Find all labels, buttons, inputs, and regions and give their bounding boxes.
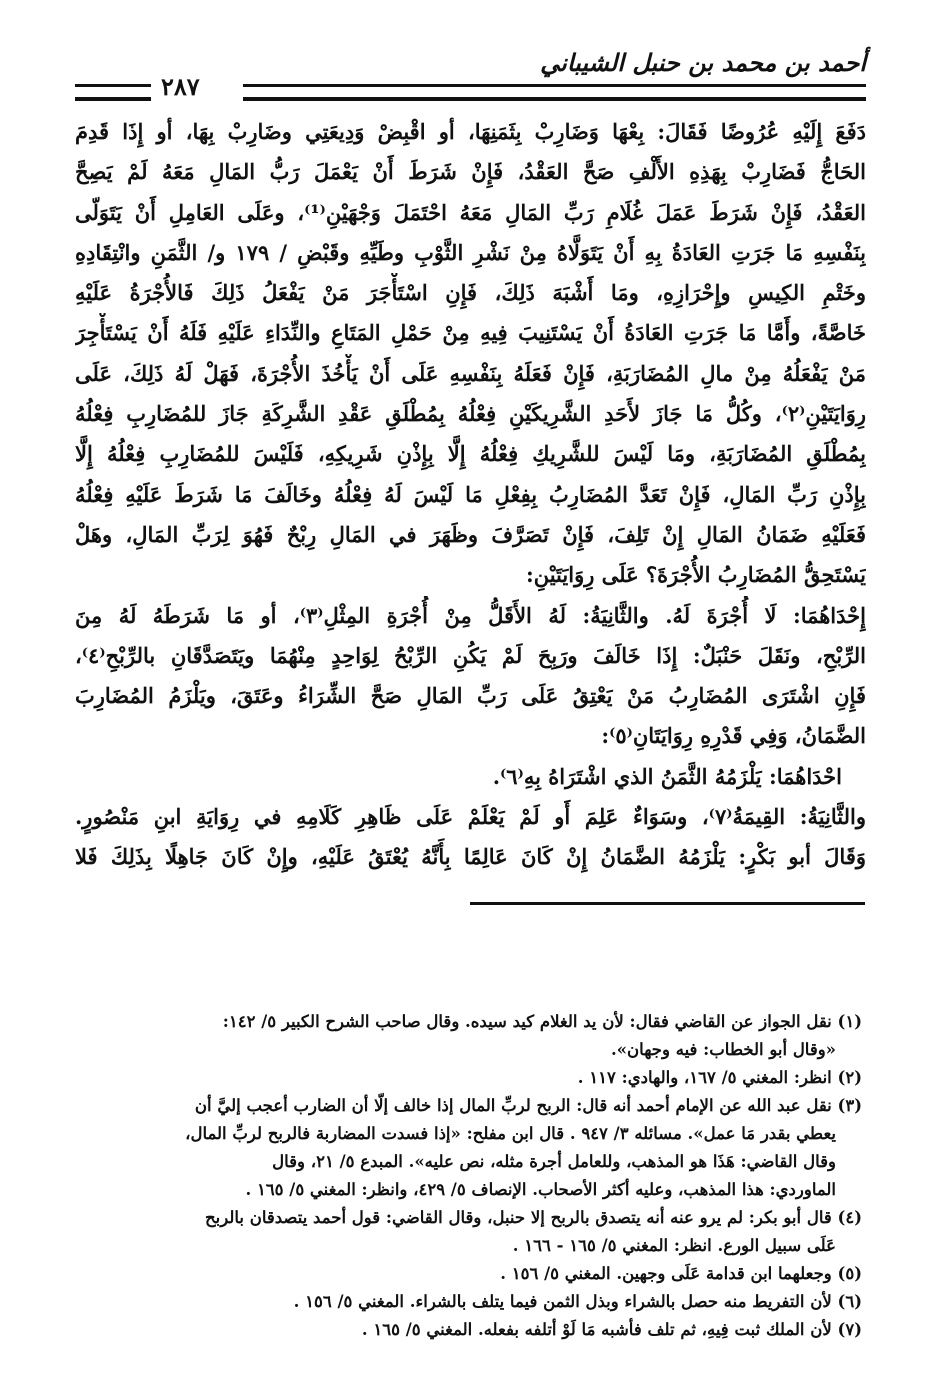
text-line: بِإِذْنِ رَبِّ المَالِ، فَإِنْ تَعَدَّ المُضَارِبُ بِفِعْلِ مَا لَيْسَ لَهُ فِعْلُهُ وخَالَفَ مَا شَرَطَ عَلَيْهِ فِعْلُهُ xyxy=(75,481,866,507)
footnote-line: الماوردي: هذا المذهب، وعليه أكثر الأصحاب. الإنصاف ٥/ ٤٢٩، وانظر: المغني ٥/ ١٦٥ . xyxy=(245,1180,836,1199)
text-line: بِنَفْسِهِ مَا جَرَتِ العَادَةُ بِهِ أَنْ يَتَوَلَّاهُ مِنْ نَشْرِ الثَّوْبِ وطَيِّهِ وقَبْضِ / ١٧٩ و/ الثَّمَنِ وانْتِقَادِهِ xyxy=(75,239,866,265)
text-line: مَنْ يَفْعَلُهُ مِنْ مالِ المُضَارَبَةِ، فَإِنْ فَعَلَهُ بِنَفْسِهِ عَلَى أَنْ يَأْخُذَ الأُجْرَةَ، فَهَلْ لَهُ ذَلِكَ، عَلَى xyxy=(75,360,866,386)
footnote-line: (٥) وجعلهما ابن قدامة عَلَى وجهين. المغني ٥/ ١٥٦ . xyxy=(500,1264,862,1283)
text-line: رِوَايَتَيْنِ⁽٢⁾، وكُلُّ مَا جَازَ لأَحَدِ الشَّرِيكَيْنِ فِعْلُهُ بِمُطْلَقِ عَقْدِ الشَّرِكَةِ جَازَ للمُضَارِبِ فِعْلُهُ xyxy=(75,401,866,427)
footnote-line: وقال القاضي: هَذَا هو المذهب، وللعامل أجرة مثله، نص عليه». المبدع ٥/ ٢١، وقال xyxy=(272,1152,836,1171)
text-line: العَقْدُ، فَإِنْ شَرَطَ عَمَلَ غُلَامِ رَبِّ المَالِ مَعَهُ احْتَمَلَ وَجْهَيْنِ⁽¹⁾، وعَلَى العَامِلِ أَنْ يَتَوَلّى xyxy=(75,199,866,225)
footnote-line: (٣) نقل عبد الله عن الإمام أحمد أنه قال: الربح لربِّ المال إذا خالف إلّا أن الضارب أعجب إليَّ أن xyxy=(194,1096,862,1115)
text-line: فَعَلَيْهِ ضَمَانُ المَالِ إِنْ تَلِفَ، فَإِنْ تَصَرَّفَ وظَهَرَ في المَالِ رِبْحٌ فَهُوَ لِرَبِّ المَالِ، وهَلْ xyxy=(75,521,866,547)
text-line: والثَّانِيَةُ: القِيمَةُ⁽٧⁾، وسَوَاءٌ عَلِمَ أَو لَمْ يَعْلَمْ عَلَى ظَاهِرِ كَلَامِهِ في رِوَايَةِ ابنِ مَنْصُورٍ. xyxy=(75,804,866,830)
footnotes xyxy=(78,1008,862,1344)
footnote-line: (٤) قال أبو بكر: لم يرو عنه أنه يتصدق بالربح إلا حنبل، وقال القاضي: قول أحمد يتصدقان بالربح xyxy=(205,1208,862,1227)
text-line: فَإِنِ اشْتَرَى المُضَارِبُ مَنْ يَعْتِقُ عَلَى رَبِّ المَالِ صَحَّ الشِّرَاءُ وعَتَقَ، ويَلْزَمُ المُضَارِبَ xyxy=(75,683,866,709)
header-rule-short xyxy=(75,84,151,101)
footnote-line: (٦) لأن التفريط منه حصل بالشراء وبذل الثمن فيما يتلف بالشراء. المغني ٥/ ١٥٦ . xyxy=(293,1292,862,1311)
footnote-line: (٧) لأن الملك ثبت فِيهِ، ثم تلف فأشبه مَا لَوْ أتلفه بفعله. المغني ٥/ ١٦٥ . xyxy=(361,1320,862,1339)
footnote-line: «وقال أبو الخطاب: فيه وجهان». xyxy=(611,1040,836,1059)
main-text xyxy=(75,112,866,878)
footnote-line: (٢) انظر: المغني ٥/ ١٦٧، والهادي: ١١٧ . xyxy=(577,1068,862,1087)
text-line: وخَتْمِ الكِيسِ وإِحْرَازِهِ، ومَا أَشْبَهَ ذَلِكَ، فَإِنِ اسْتَأْجَرَ مَنْ يَفْعَلُ ذَلِكَ فَالأُجْرَةُ عَلَيْهِ xyxy=(75,280,866,306)
running-title: أحمد بن محمد بن حنبل الشيباني xyxy=(540,48,866,77)
page-number: ٢٨٧ xyxy=(161,72,200,101)
text-line: احْدَاهُمَا: يَلْزَمُهُ الثَّمَنُ الذي اشْتَرَاهُ بِهِ⁽٦⁾. xyxy=(492,763,842,789)
footnote-line: عَلَى سبيل الورع. انظر: المغني ٥/ ١٦٥ - ١٦٦ . xyxy=(512,1236,836,1255)
text-line: وَقَالَ أبو بَكْرٍ: يَلْزَمُهُ الضَّمَانُ إِنْ كَانَ عَالِمًا بِأَنَّهُ يُعْتَقُ عَلَيْهِ، وإِنْ كَانَ جَاهِلًا بِذَلِكَ فَلا xyxy=(75,844,866,870)
header-rule xyxy=(243,84,866,101)
footnote-separator xyxy=(470,902,865,905)
page-header xyxy=(75,48,866,104)
text-line: خَاصَّةً، وأَمَّا مَا جَرَتِ العَادَةُ أَنْ يَسْتَنِيبَ فِيهِ مِنْ حَمْلِ المَتَاعِ والنِّدَاءِ عَلَيْهِ فَلَهُ أَنْ يَسْتَأْجِرَ xyxy=(75,320,866,346)
footnote-line: (١) نقل الجواز عن القاضي فقال: لأن يد الغلام كيد سيده. وقال صاحب الشرح الكبير ٥/ ١٤٢: xyxy=(222,1012,862,1031)
footnote-line: يعطي بقدر مَا عمل». مسائله ٣/ ٩٤٧ . قال ابن مفلح: «إذا فسدت المضاربة فالربح لربِّ المال، xyxy=(185,1124,836,1143)
text-line: بِمُطْلَقِ المُضَارَبَةِ، ومَا لَيْسَ للشَّرِيكِ فِعْلُهُ إِلَّا بِإِذْنِ شَرِيكِهِ، فَلَيْسَ للمُضَارِبِ فِعْلُهُ إِلَّا xyxy=(75,441,866,467)
text-line: الضَّمَانُ، وَفِي قَدْرِهِ رِوَايَتَانِ⁽٥⁾: xyxy=(601,723,866,749)
text-line: دَفَعَ إِلَيْهِ عُرُوضًا فَقَالَ: بِعْهَا وَضَارِبْ بِثَمَنِهَا، أو اقْبِضْ وَدِيعَتِي وضَارِبْ بِهَا، أو إِذَا قَدِمَ xyxy=(75,119,866,144)
text-line: إِحْدَاهُمَا: لَا أُجْرَةَ لَهُ. والثَّانِيَةُ: لَهُ الأَقَلُّ مِنْ أُجْرَةِ المِثْلِ⁽٣⁾، أو مَا شَرَطَهُ لَهُ مِنَ xyxy=(75,602,866,628)
text-line: الرِّبْحِ، ونَقَلَ حَنْبَلٌ: إِذَا خَالَفَ ورَبِحَ لَمْ يَكُنِ الرِّبْحُ لِوَاحِدٍ مِنْهُمَا ويَتَصَدَّقَانِ بالرِّبْحِ⁽٤⁾، xyxy=(75,642,866,668)
text-line: الحَاجُّ فَضَارِبْ بِهَذِهِ الأَلْفِ صَحَّ العَقْدُ، فَإِنْ شَرَطَ أَنْ يَعْمَلَ رَبُّ المَالِ مَعَهُ لَمْ يَصِحَّ xyxy=(75,159,866,185)
text-line: يَسْتَحِقُّ المُضَارِبُ الأُجْرَةَ؟ عَلَى رِوَايَتَيْنِ: xyxy=(525,562,866,588)
